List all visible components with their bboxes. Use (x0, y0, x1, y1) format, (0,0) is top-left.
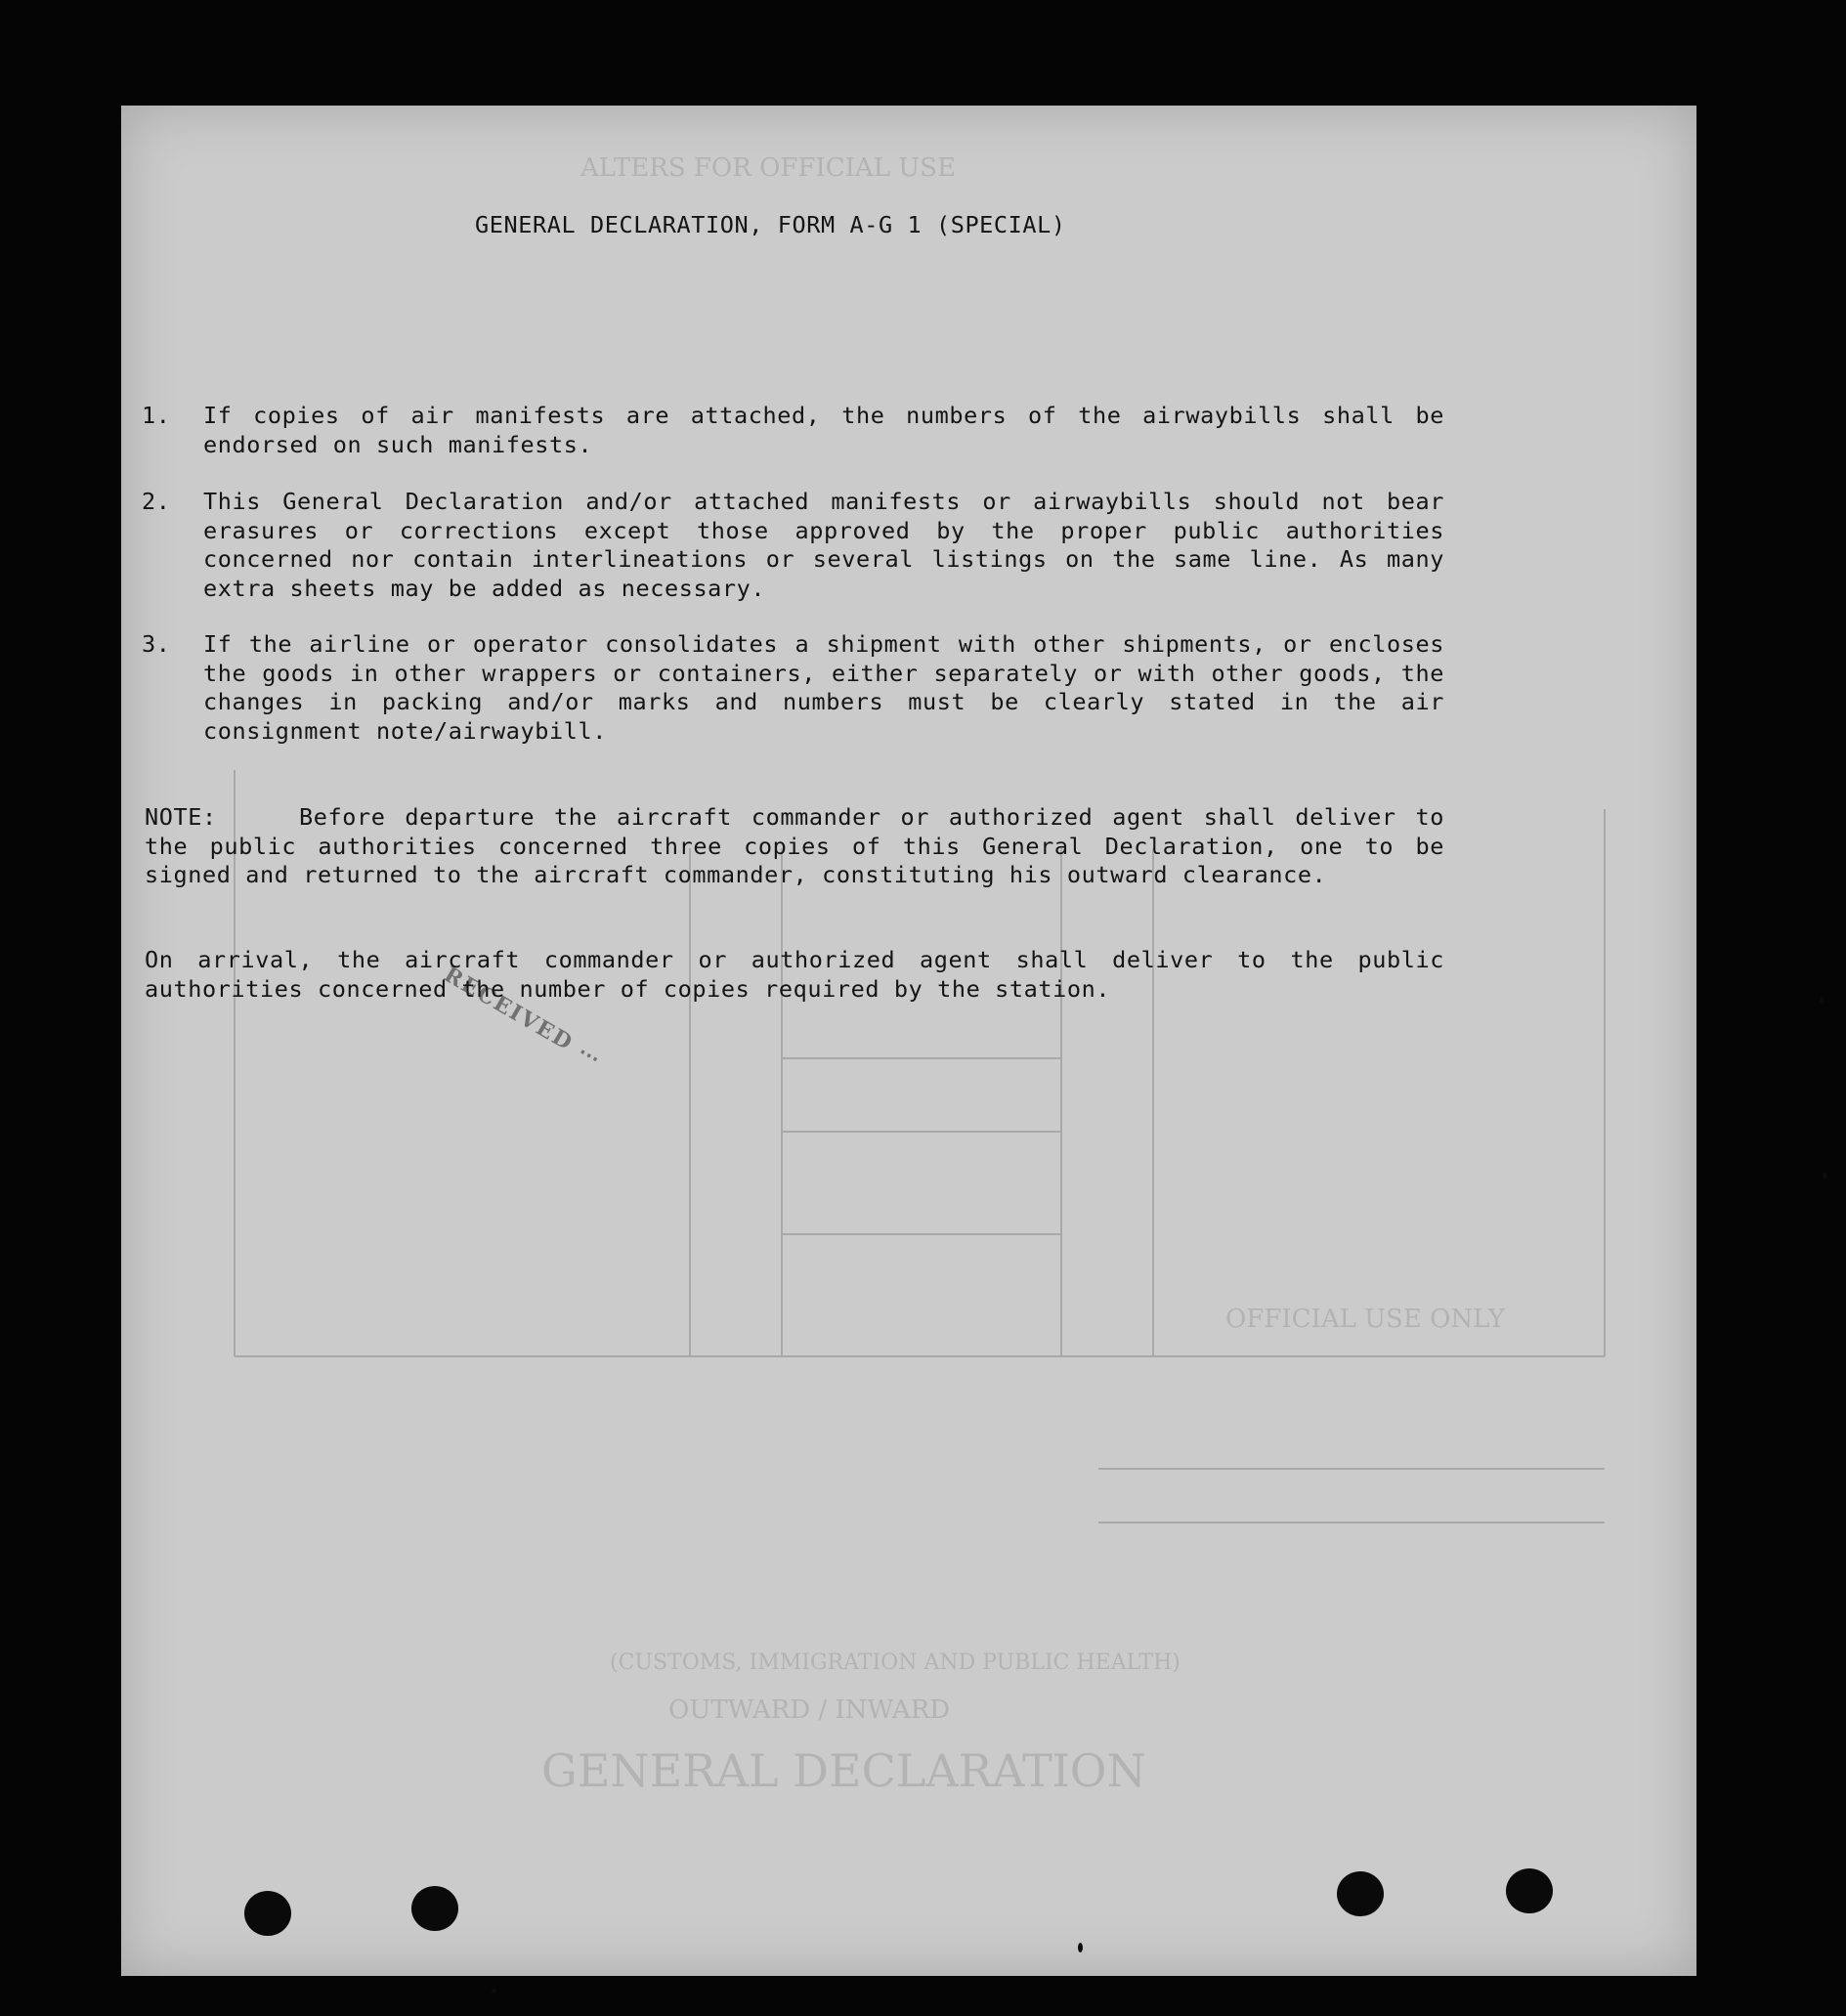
arrival-paragraph: On arrival, the aircraft commander or authorized agent shall deliver to the public authorities concerned the number of copies required by the station. (145, 946, 1444, 1003)
speck (1078, 1943, 1083, 1952)
item-number: 2. (142, 488, 171, 515)
speck (1823, 1173, 1827, 1179)
item-text: This General Declaration and/or attached manifests or airwaybills should not bear erasures or corrections except those approved by the proper public authorities concerned nor contain interlineations or several listings on the same line. As many extra sheets may be added as necessary. (203, 488, 1444, 602)
speck (492, 1989, 496, 1994)
note-label: NOTE: (145, 803, 217, 831)
svg-text:(CUSTOMS, IMMIGRATION AND PUBL: (CUSTOMS, IMMIGRATION AND PUBLIC HEALTH) (610, 1651, 1181, 1675)
speck (1820, 997, 1825, 1003)
svg-text:GENERAL DECLARATION: GENERAL DECLARATION (541, 1744, 1146, 1797)
punch-hole (411, 1886, 458, 1931)
note-paragraph (145, 803, 1444, 890)
svg-text:OUTWARD / INWARD: OUTWARD / INWARD (668, 1695, 951, 1725)
item-number: 1. (142, 402, 171, 429)
svg-text:ALTERS FOR OFFICIAL USE: ALTERS FOR OFFICIAL USE (580, 153, 956, 183)
document-page (121, 106, 1696, 1976)
punch-hole (1506, 1868, 1553, 1913)
punch-hole (1337, 1871, 1384, 1916)
received-stamp: RECEIVED ⋯ (439, 962, 607, 1073)
item-number: 3. (142, 630, 171, 658)
item-text: If the airline or operator consolidates a shipment with other shipments, or encloses the goods in other wrappers or containers, either separately or with other goods, the changes in packing and/or marks and numbers must be clearly stated in the air consignment note/airwaybill. (203, 630, 1444, 745)
bleed-through-lines (121, 106, 1696, 1976)
note-text: Before departure the aircraft commander or authorized agent shall deliver to the public authorities concerned three copies of this General Declaration, one to be signed and returned to the aircraft commander, constituting his outward clearance. (145, 803, 1444, 888)
punch-hole (244, 1891, 291, 1936)
svg-text:OFFICIAL USE ONLY: OFFICIAL USE ONLY (1225, 1305, 1505, 1334)
document-title: GENERAL DECLARATION, FORM A-G 1 (SPECIAL) (475, 211, 1066, 238)
item-text: If copies of air manifests are attached, the numbers of the airwaybills shall be endorsed on such manifests. (203, 402, 1444, 458)
